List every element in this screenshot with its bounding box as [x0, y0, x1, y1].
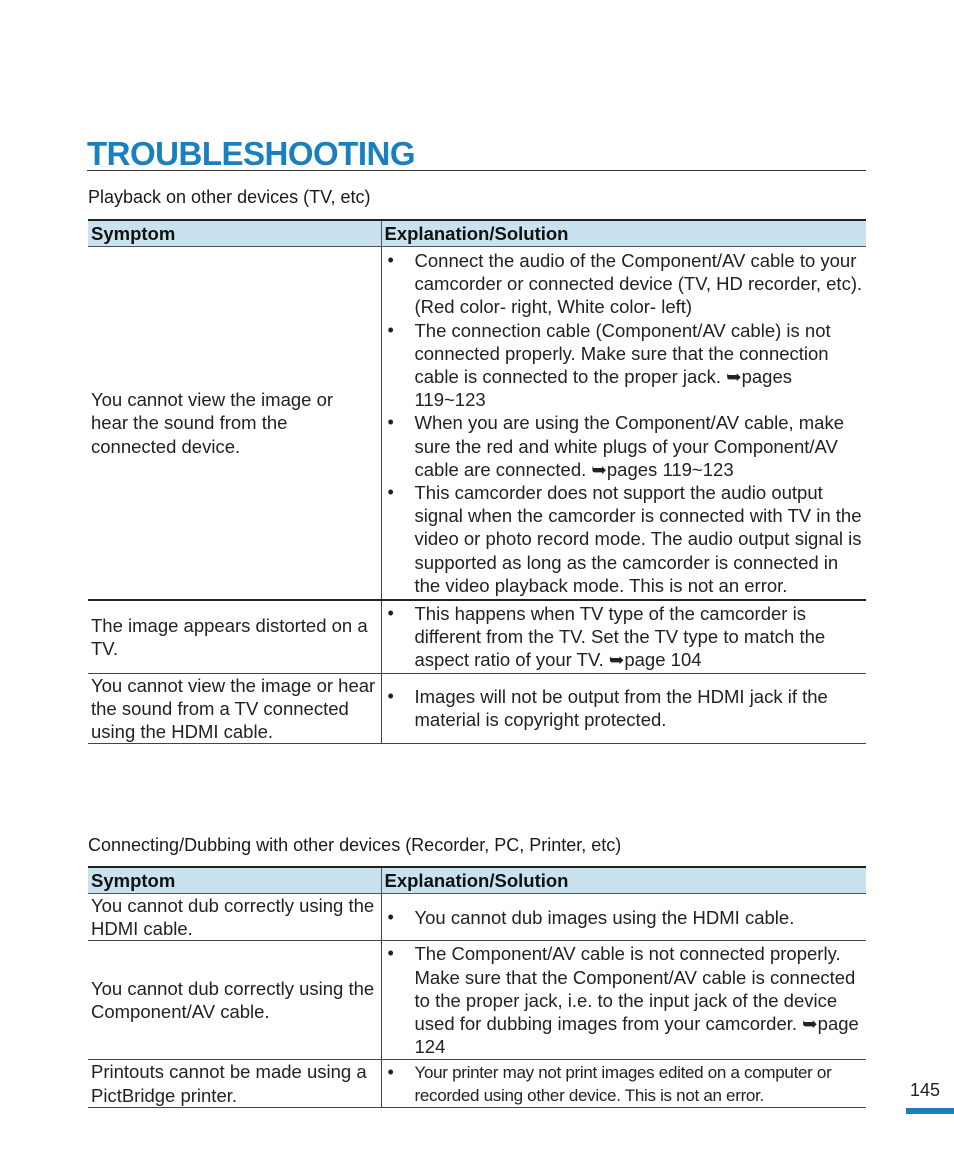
column-header-symptom: Symptom — [88, 867, 381, 894]
table-row — [88, 673, 866, 744]
table-header-row — [88, 220, 866, 247]
list-item — [387, 481, 864, 597]
list-item — [387, 411, 864, 481]
symptom-cell — [88, 941, 381, 1060]
column-header-solution: Explanation/Solution — [381, 220, 866, 247]
symptom-cell — [88, 894, 381, 941]
symptom-text: You cannot view the image or hear the sound from a TV connected using the HDMI cable. — [91, 674, 376, 743]
symptom-cell — [88, 1060, 381, 1107]
column-header-solution: Explanation/Solution — [381, 867, 866, 894]
bullet-icon: • — [387, 906, 394, 927]
bullet-icon: • — [387, 1061, 394, 1082]
symptom-text: Printouts cannot be made using a PictBridge printer. — [91, 1061, 367, 1106]
bullet-text: You cannot dub images using the HDMI cable. — [414, 906, 795, 928]
symptom-text: You cannot dub correctly using the HDMI cable. — [91, 895, 375, 940]
list-item — [387, 602, 864, 672]
table-header-row — [88, 867, 866, 894]
list-item — [387, 685, 864, 731]
bullet-icon: • — [387, 943, 394, 964]
title-divider — [87, 170, 866, 171]
bullet-text: The Component/AV cable is not connected properly. Make sure that the Component/AV cable is connected to the proper jack, i.e. to the input jack of the device used for dubbing images from your camcorder. ➥page 124 — [414, 943, 859, 1058]
bullet-icon: • — [387, 603, 394, 624]
connecting-table — [88, 866, 866, 1108]
bullet-text: Connect the audio of the Component/AV cable to your camcorder or connected device (TV, HD recorder, etc). (Red color- right, White color- left) — [414, 250, 863, 318]
symptom-text: You cannot view the image or hear the sound from the connected device. — [91, 389, 334, 457]
page-number-accent-bar — [906, 1108, 954, 1114]
bullet-icon: • — [387, 412, 394, 433]
bullet-text: When you are using the Component/AV cable, make sure the red and white plugs of your Component/AV cable are connected. ➥pages 119~123 — [414, 412, 845, 480]
page-number: 145 — [910, 1080, 941, 1100]
table-row — [88, 941, 866, 1060]
table-row — [88, 1060, 866, 1107]
section-heading-playback: Playback on other devices (TV, etc) — [88, 187, 371, 207]
symptom-cell — [88, 673, 381, 744]
bullet-icon: • — [387, 686, 394, 707]
symptom-cell — [88, 600, 381, 673]
symptom-cell — [88, 247, 381, 601]
bullet-text: Your printer may not print images edited on a computer or recorded using other device. This is not an error. — [414, 1062, 832, 1105]
list-item — [387, 319, 864, 412]
table-row — [88, 894, 866, 941]
solution-cell — [381, 1060, 866, 1107]
bullet-icon: • — [387, 319, 394, 340]
list-item — [387, 906, 864, 929]
symptom-text: You cannot dub correctly using the Component/AV cable. — [91, 978, 375, 1023]
list-item — [387, 249, 864, 319]
symptom-text: The image appears distorted on a TV. — [91, 614, 368, 659]
bullet-icon: • — [387, 250, 394, 270]
bullet-text: Images will not be output from the HDMI jack if the material is copyright protected. — [414, 686, 828, 731]
solution-cell — [381, 600, 866, 673]
column-header-symptom: Symptom — [88, 220, 381, 247]
solution-cell — [381, 673, 866, 744]
section-heading-connecting: Connecting/Dubbing with other devices (Recorder, PC, Printer, etc) — [88, 835, 622, 855]
list-item — [387, 942, 864, 1058]
playback-table — [88, 219, 866, 744]
bullet-text: The connection cable (Component/AV cable) is not connected properly. Make sure that the connection cable is connected to the proper jack. ➥pages 119~123 — [414, 319, 831, 411]
solution-cell — [381, 894, 866, 941]
page-title: TROUBLESHOOTING — [87, 135, 415, 172]
bullet-icon: • — [387, 482, 394, 503]
list-item — [387, 1061, 864, 1107]
table-row — [88, 600, 866, 673]
solution-cell — [381, 247, 866, 601]
solution-cell — [381, 941, 866, 1060]
bullet-text: This happens when TV type of the camcorder is different from the TV. Set the TV type to match the aspect ratio of your TV. ➥page 104 — [414, 603, 826, 671]
bullet-text: This camcorder does not support the audio output signal when the camcorder is connected with TV in the video or photo record mode. The audio output signal is supported as long as the camcorder is connected in the video playback mode. This is not an error. — [414, 482, 862, 596]
table-row — [88, 247, 866, 601]
